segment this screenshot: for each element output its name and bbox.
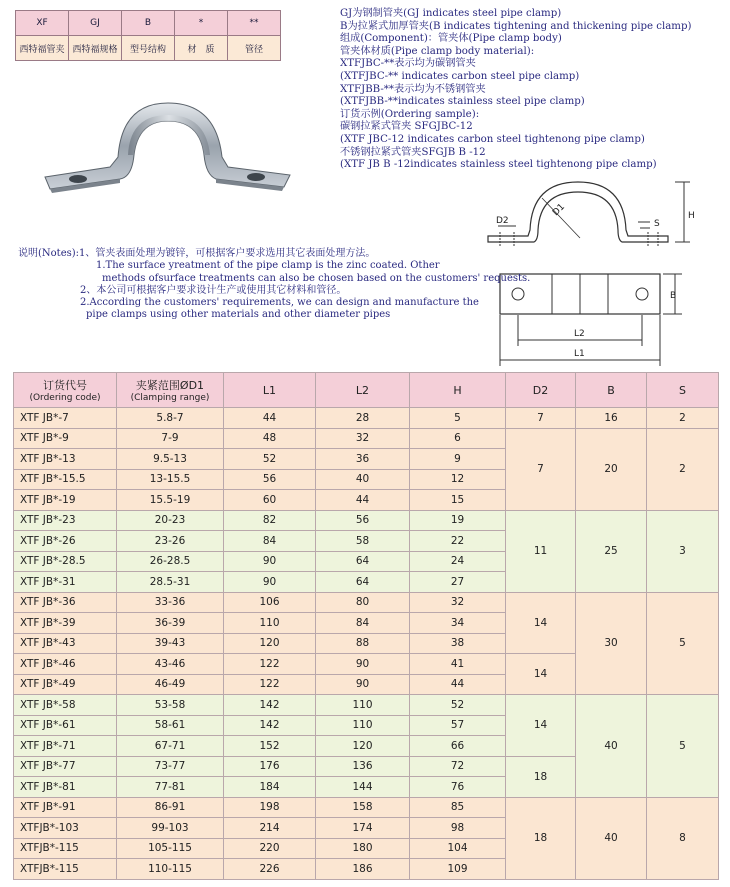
cell-d2: 14 <box>506 592 576 654</box>
info-line: B为拉紧式加厚管夹(B indicates tightening and thickening pipe clamp) <box>340 20 692 32</box>
cell-s: 5 <box>647 695 719 798</box>
cell-s: 2 <box>647 408 719 429</box>
cell-code: XTF JB*-71 <box>14 736 117 757</box>
cell-h: 34 <box>410 613 506 634</box>
cell-h: 72 <box>410 756 506 777</box>
cell-code: XTF JB*-15.5 <box>14 469 117 490</box>
cell-h: 76 <box>410 777 506 798</box>
cell-h: 38 <box>410 633 506 654</box>
header-ordering-code <box>14 373 117 408</box>
table-row <box>14 510 719 531</box>
cell-h: 98 <box>410 818 506 839</box>
cell-h: 44 <box>410 674 506 695</box>
cell-l1: 122 <box>224 654 316 675</box>
cell-code: XTF JB*-7 <box>14 408 117 429</box>
info-line: 订货示例(Ordering sample): <box>340 108 480 120</box>
info-line: (XTF JB B -12indicates stainless steel tightenong pipe clamp) <box>340 159 657 171</box>
cell-code: XTF JB*-91 <box>14 797 117 818</box>
cell-l2: 40 <box>316 469 410 490</box>
header-l2: L2 <box>316 373 410 408</box>
note-line: 1.The surface yreatment of the pipe clamp is the zinc coated. Other <box>96 260 440 272</box>
cell-l1: 184 <box>224 777 316 798</box>
cell-l2: 28 <box>316 408 410 429</box>
clamp-technical-drawing <box>470 170 705 370</box>
cell-l1: 220 <box>224 838 316 859</box>
cell-d2: 18 <box>506 797 576 879</box>
info-line: 不锈钢拉紧式管夹SFGJB B -12 <box>340 146 486 158</box>
cell-l2: 64 <box>316 572 410 593</box>
cell-code: XTF JB*-46 <box>14 654 117 675</box>
cell-range: 67-71 <box>117 736 224 757</box>
cell-l1: 152 <box>224 736 316 757</box>
cell-d2: 11 <box>506 510 576 592</box>
cell-range: 15.5-19 <box>117 490 224 511</box>
cell-l2: 144 <box>316 777 410 798</box>
notes-block <box>18 248 531 322</box>
cell-l2: 32 <box>316 428 410 449</box>
cell-b: 40 <box>576 695 647 798</box>
cell-d2: 7 <box>506 428 576 510</box>
cell-code: XTF JB*-23 <box>14 510 117 531</box>
note-line: pipe clamps using other materials and other diameter pipes <box>86 309 391 321</box>
product-info-block <box>340 8 725 172</box>
table-row <box>14 695 719 716</box>
cell-h: 12 <box>410 469 506 490</box>
cell-b: 30 <box>576 592 647 695</box>
cell-l1: 60 <box>224 490 316 511</box>
cell-l2: 44 <box>316 490 410 511</box>
cell-l1: 56 <box>224 469 316 490</box>
legend-code-material: * <box>175 11 228 36</box>
cell-l1: 48 <box>224 428 316 449</box>
header-d2: D2 <box>506 373 576 408</box>
cell-h: 66 <box>410 736 506 757</box>
cell-s: 3 <box>647 510 719 592</box>
cell-l1: 84 <box>224 531 316 552</box>
cell-l1: 122 <box>224 674 316 695</box>
cell-h: 52 <box>410 695 506 716</box>
cell-h: 5 <box>410 408 506 429</box>
cell-l2: 36 <box>316 449 410 470</box>
cell-b: 25 <box>576 510 647 592</box>
info-line: (XTF JBC-12 indicates carbon steel tightenong pipe clamp) <box>340 133 645 145</box>
cell-l1: 90 <box>224 572 316 593</box>
header-h: H <box>410 373 506 408</box>
cell-range: 46-49 <box>117 674 224 695</box>
cell-code: XTF JB*-28.5 <box>14 551 117 572</box>
cell-range: 73-77 <box>117 756 224 777</box>
header-s: S <box>647 373 719 408</box>
cell-code: XTF JB*-13 <box>14 449 117 470</box>
cell-range: 43-46 <box>117 654 224 675</box>
info-line: GJ为钢制管夹(GJ indicates steel pipe clamp) <box>340 8 562 19</box>
cell-range: 5.8-7 <box>117 408 224 429</box>
cell-range: 110-115 <box>117 859 224 880</box>
cell-l1: 90 <box>224 551 316 572</box>
cell-code: XTF JB*-81 <box>14 777 117 798</box>
cell-l1: 142 <box>224 715 316 736</box>
legend-code-b: B <box>122 11 175 36</box>
cell-s: 2 <box>647 428 719 510</box>
header-code-label: 订货代号 <box>43 379 87 392</box>
cell-code: XTF JB*-36 <box>14 592 117 613</box>
cell-l2: 110 <box>316 695 410 716</box>
legend-meaning-gj: 西特福规格 <box>69 36 122 61</box>
drawing-label-s: S <box>654 219 660 229</box>
cell-d2: 14 <box>506 654 576 695</box>
cell-h: 24 <box>410 551 506 572</box>
cell-l1: 142 <box>224 695 316 716</box>
cell-range: 39-43 <box>117 633 224 654</box>
spec-table <box>13 372 719 880</box>
info-line: 管夹体材质(Pipe clamp body material): <box>340 45 535 57</box>
legend-code-gj: GJ <box>69 11 122 36</box>
cell-range: 7-9 <box>117 428 224 449</box>
cell-h: 19 <box>410 510 506 531</box>
cell-l2: 180 <box>316 838 410 859</box>
header-range-sub: (Clamping range) <box>130 393 210 403</box>
cell-range: 9.5-13 <box>117 449 224 470</box>
legend-code-xf: XF <box>16 11 69 36</box>
header-clamping-range <box>117 373 224 408</box>
legend-meaning-material: 材 质 <box>175 36 228 61</box>
spec-table-header <box>14 373 719 408</box>
cell-code: XTF JB*-58 <box>14 695 117 716</box>
cell-l2: 58 <box>316 531 410 552</box>
cell-h: 109 <box>410 859 506 880</box>
legend-meaning-xf: 西特福管夹 <box>16 36 69 61</box>
cell-l1: 120 <box>224 633 316 654</box>
cell-l2: 174 <box>316 818 410 839</box>
table-row <box>14 408 719 429</box>
note-line: 说明(Notes):1、管夹表面处理为镀锌，可根据客户要求选用其它表面处理方法。 <box>18 248 376 259</box>
note-line: 2、本公司可根据客户要求设计生产或使用其它材料和管径。 <box>80 284 347 296</box>
cell-l1: 44 <box>224 408 316 429</box>
cell-range: 28.5-31 <box>117 572 224 593</box>
cell-l1: 52 <box>224 449 316 470</box>
cell-l1: 82 <box>224 510 316 531</box>
note-line: methods ofsurface treatments can also be chosen based on the customers' requests. <box>102 272 531 284</box>
info-line: XTFJBB-**表示均为不锈钢管夹 <box>340 83 486 95</box>
cell-b: 16 <box>576 408 647 429</box>
legend-meaning-diameter: 管径 <box>228 36 281 61</box>
header-l1: L1 <box>224 373 316 408</box>
cell-code: XTF JB*-43 <box>14 633 117 654</box>
cell-code: XTF JB*-77 <box>14 756 117 777</box>
cell-l2: 84 <box>316 613 410 634</box>
cell-h: 27 <box>410 572 506 593</box>
cell-b: 20 <box>576 428 647 510</box>
cell-range: 20-23 <box>117 510 224 531</box>
cell-range: 23-26 <box>117 531 224 552</box>
cell-range: 33-36 <box>117 592 224 613</box>
note-line: 2.According the customers' requirements, we can design and manufacture the <box>80 297 479 309</box>
info-line: (XTFJBB-**indicates stainless steel pipe clamp) <box>340 96 585 108</box>
legend-meaning-b: 型号结构 <box>122 36 175 61</box>
cell-l2: 186 <box>316 859 410 880</box>
cell-d2: 18 <box>506 756 576 797</box>
cell-h: 22 <box>410 531 506 552</box>
drawing-label-d2: D2 <box>496 216 509 226</box>
cell-range: 36-39 <box>117 613 224 634</box>
cell-l1: 226 <box>224 859 316 880</box>
cell-b: 40 <box>576 797 647 879</box>
cell-range: 86-91 <box>117 797 224 818</box>
cell-range: 53-58 <box>117 695 224 716</box>
cell-l1: 176 <box>224 756 316 777</box>
cell-l2: 90 <box>316 674 410 695</box>
cell-l2: 80 <box>316 592 410 613</box>
header-b: B <box>576 373 647 408</box>
cell-code: XTFJB*-115 <box>14 859 117 880</box>
cell-range: 99-103 <box>117 818 224 839</box>
cell-h: 32 <box>410 592 506 613</box>
cell-h: 9 <box>410 449 506 470</box>
cell-l2: 120 <box>316 736 410 757</box>
cell-d2: 7 <box>506 408 576 429</box>
cell-h: 57 <box>410 715 506 736</box>
cell-l2: 90 <box>316 654 410 675</box>
cell-code: XTFJB*-115 <box>14 838 117 859</box>
info-line: 碳钢拉紧式管夹 SFGJBC-12 <box>340 121 473 133</box>
cell-l2: 136 <box>316 756 410 777</box>
cell-l1: 110 <box>224 613 316 634</box>
cell-code: XTF JB*-61 <box>14 715 117 736</box>
table-row <box>14 428 719 449</box>
cell-l2: 110 <box>316 715 410 736</box>
cell-l2: 158 <box>316 797 410 818</box>
drawing-label-d1: D1 <box>551 202 568 219</box>
cell-code: XTF JB*-26 <box>14 531 117 552</box>
drawing-label-h: H <box>688 211 695 221</box>
cell-code: XTF JB*-31 <box>14 572 117 593</box>
table-row <box>14 592 719 613</box>
cell-code: XTFJB*-103 <box>14 818 117 839</box>
table-row <box>14 797 719 818</box>
cell-range: 26-28.5 <box>117 551 224 572</box>
info-line: XTFJBC-**表示均为碳钢管夹 <box>340 58 476 70</box>
header-range-label: 夹紧范围ØD1 <box>135 379 205 392</box>
cell-h: 6 <box>410 428 506 449</box>
drawing-label-b: B <box>670 291 677 301</box>
cell-h: 41 <box>410 654 506 675</box>
cell-l2: 88 <box>316 633 410 654</box>
cell-s: 5 <box>647 592 719 695</box>
cell-range: 105-115 <box>117 838 224 859</box>
cell-l1: 106 <box>224 592 316 613</box>
cell-range: 58-61 <box>117 715 224 736</box>
info-line: 组成(Component)：管夹体(Pipe clamp body) <box>340 33 562 45</box>
cell-h: 15 <box>410 490 506 511</box>
cell-l1: 214 <box>224 818 316 839</box>
cell-l2: 64 <box>316 551 410 572</box>
cell-code: XTF JB*-49 <box>14 674 117 695</box>
cell-code: XTF JB*-19 <box>14 490 117 511</box>
cell-l2: 56 <box>316 510 410 531</box>
cell-range: 77-81 <box>117 777 224 798</box>
cell-range: 13-15.5 <box>117 469 224 490</box>
drawing-label-l1: L1 <box>574 349 585 359</box>
cell-l1: 198 <box>224 797 316 818</box>
pipe-clamp-photo <box>40 95 295 205</box>
code-legend-table <box>15 10 281 61</box>
header-code-sub: (Ordering code) <box>29 393 101 403</box>
cell-code: XTF JB*-39 <box>14 613 117 634</box>
cell-h: 104 <box>410 838 506 859</box>
drawing-label-l2: L2 <box>574 329 585 339</box>
cell-s: 8 <box>647 797 719 879</box>
cell-code: XTF JB*-9 <box>14 428 117 449</box>
legend-code-diameter: ** <box>228 11 281 36</box>
cell-d2: 14 <box>506 695 576 757</box>
cell-h: 85 <box>410 797 506 818</box>
info-line: (XTFJBC-** indicates carbon steel pipe clamp) <box>340 70 580 82</box>
